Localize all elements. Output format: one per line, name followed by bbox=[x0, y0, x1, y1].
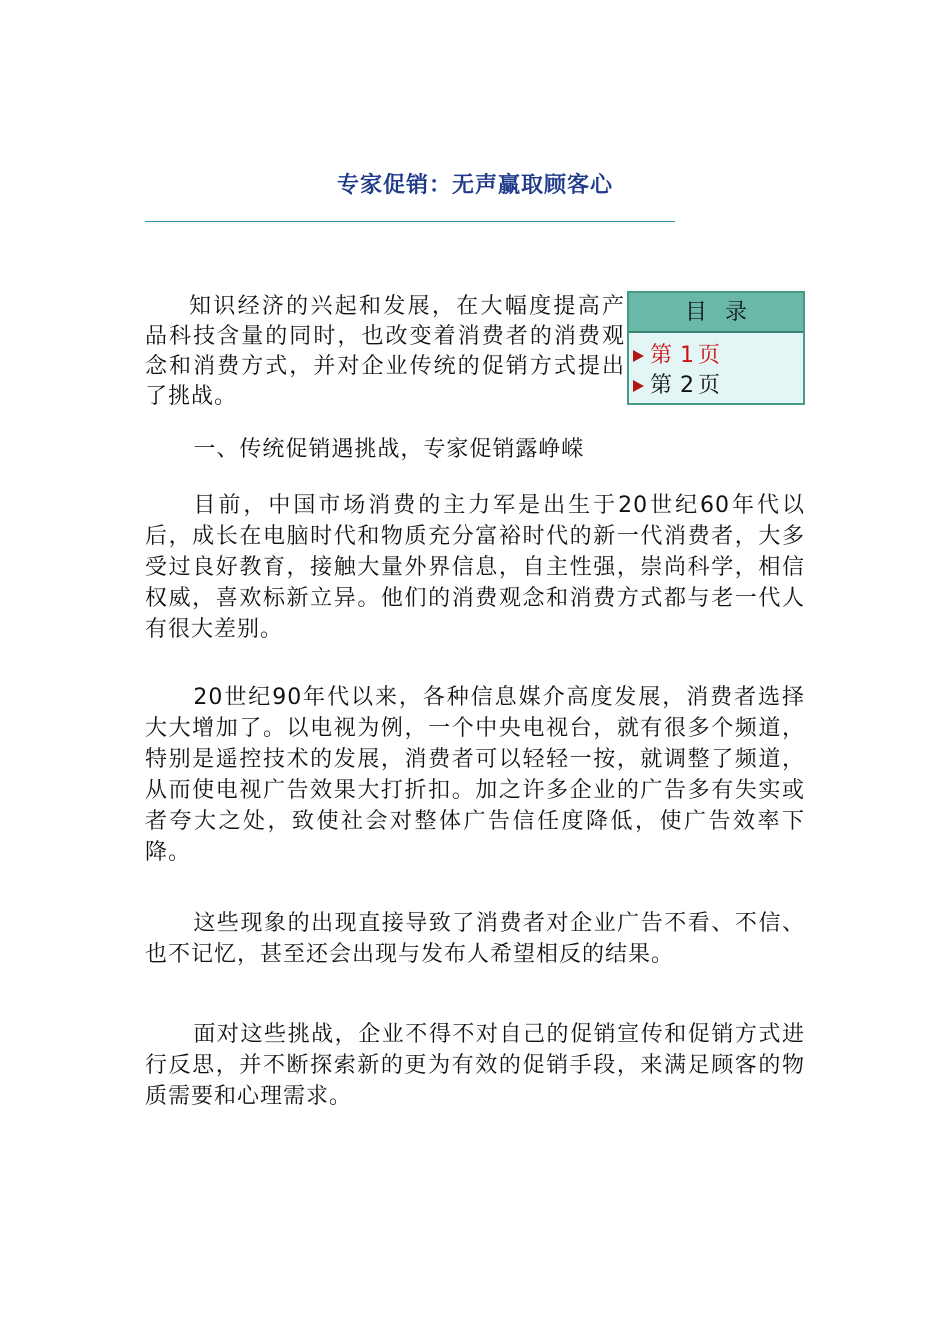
intro-paragraph: 知识经济的兴起和发展，在大幅度提高产品科技含量的同时，也改变着消费者的消费观念和消费方式，并对企业传统的促销方式提出了挑战。 bbox=[145, 294, 625, 409]
toc-item-prefix: 第 bbox=[650, 373, 677, 398]
toc-item-suffix: 页 bbox=[698, 343, 725, 368]
toc-item-suffix: 页 bbox=[698, 373, 725, 398]
body-paragraph-1: 目前，中国市场消费的主力军是出生于20世纪60年代以后，成长在电脑时代和物质充分富裕时代的新一代消费者，大多受过良好教育，接触大量外界信息，自主性强，崇尚科学，相信权威，喜欢标新立异。他们的消费观念和消费方式都与老一代人有很大差别。 bbox=[145, 493, 805, 642]
toc-item-number: 1 bbox=[680, 343, 695, 368]
section-heading: 一、传统促销遇挑战，专家促销露峥嵘 bbox=[193, 437, 585, 462]
table-of-contents bbox=[627, 291, 805, 405]
toc-item-number: 2 bbox=[680, 373, 695, 398]
body-paragraph-3: 这些现象的出现直接导致了消费者对企业广告不看、不信、也不记忆，甚至还会出现与发布人希望相反的结果。 bbox=[145, 911, 805, 967]
article-title: 专家促销：无声赢取顾客心 bbox=[336, 173, 613, 198]
body-paragraph-2: 20世纪90年代以来，各种信息媒介高度发展，消费者选择大大增加了。以电视为例，一个中央电视台，就有很多个频道，特别是遥控技术的发展，消费者可以轻轻一按，就调整了频道，从而使电视广告效果大打折扣。加之许多企业的广告多有失实或者夸大之处，致使社会对整体广告信任度降低，使广告效率下降。 bbox=[145, 685, 805, 865]
title-divider bbox=[145, 221, 675, 222]
toc-item-prefix: 第 bbox=[650, 343, 677, 368]
arrow-right-icon bbox=[633, 350, 644, 362]
toc-header: 目录 bbox=[629, 293, 803, 333]
body-paragraph-4: 面对这些挑战，企业不得不对自己的促销宣传和促销方式进行反思，并不断探索新的更为有效的促销手段，来满足顾客的物质需要和心理需求。 bbox=[145, 1022, 805, 1109]
arrow-right-icon bbox=[633, 380, 644, 392]
toc-item-page-2[interactable] bbox=[633, 371, 724, 401]
toc-item-page-1[interactable] bbox=[633, 341, 724, 371]
